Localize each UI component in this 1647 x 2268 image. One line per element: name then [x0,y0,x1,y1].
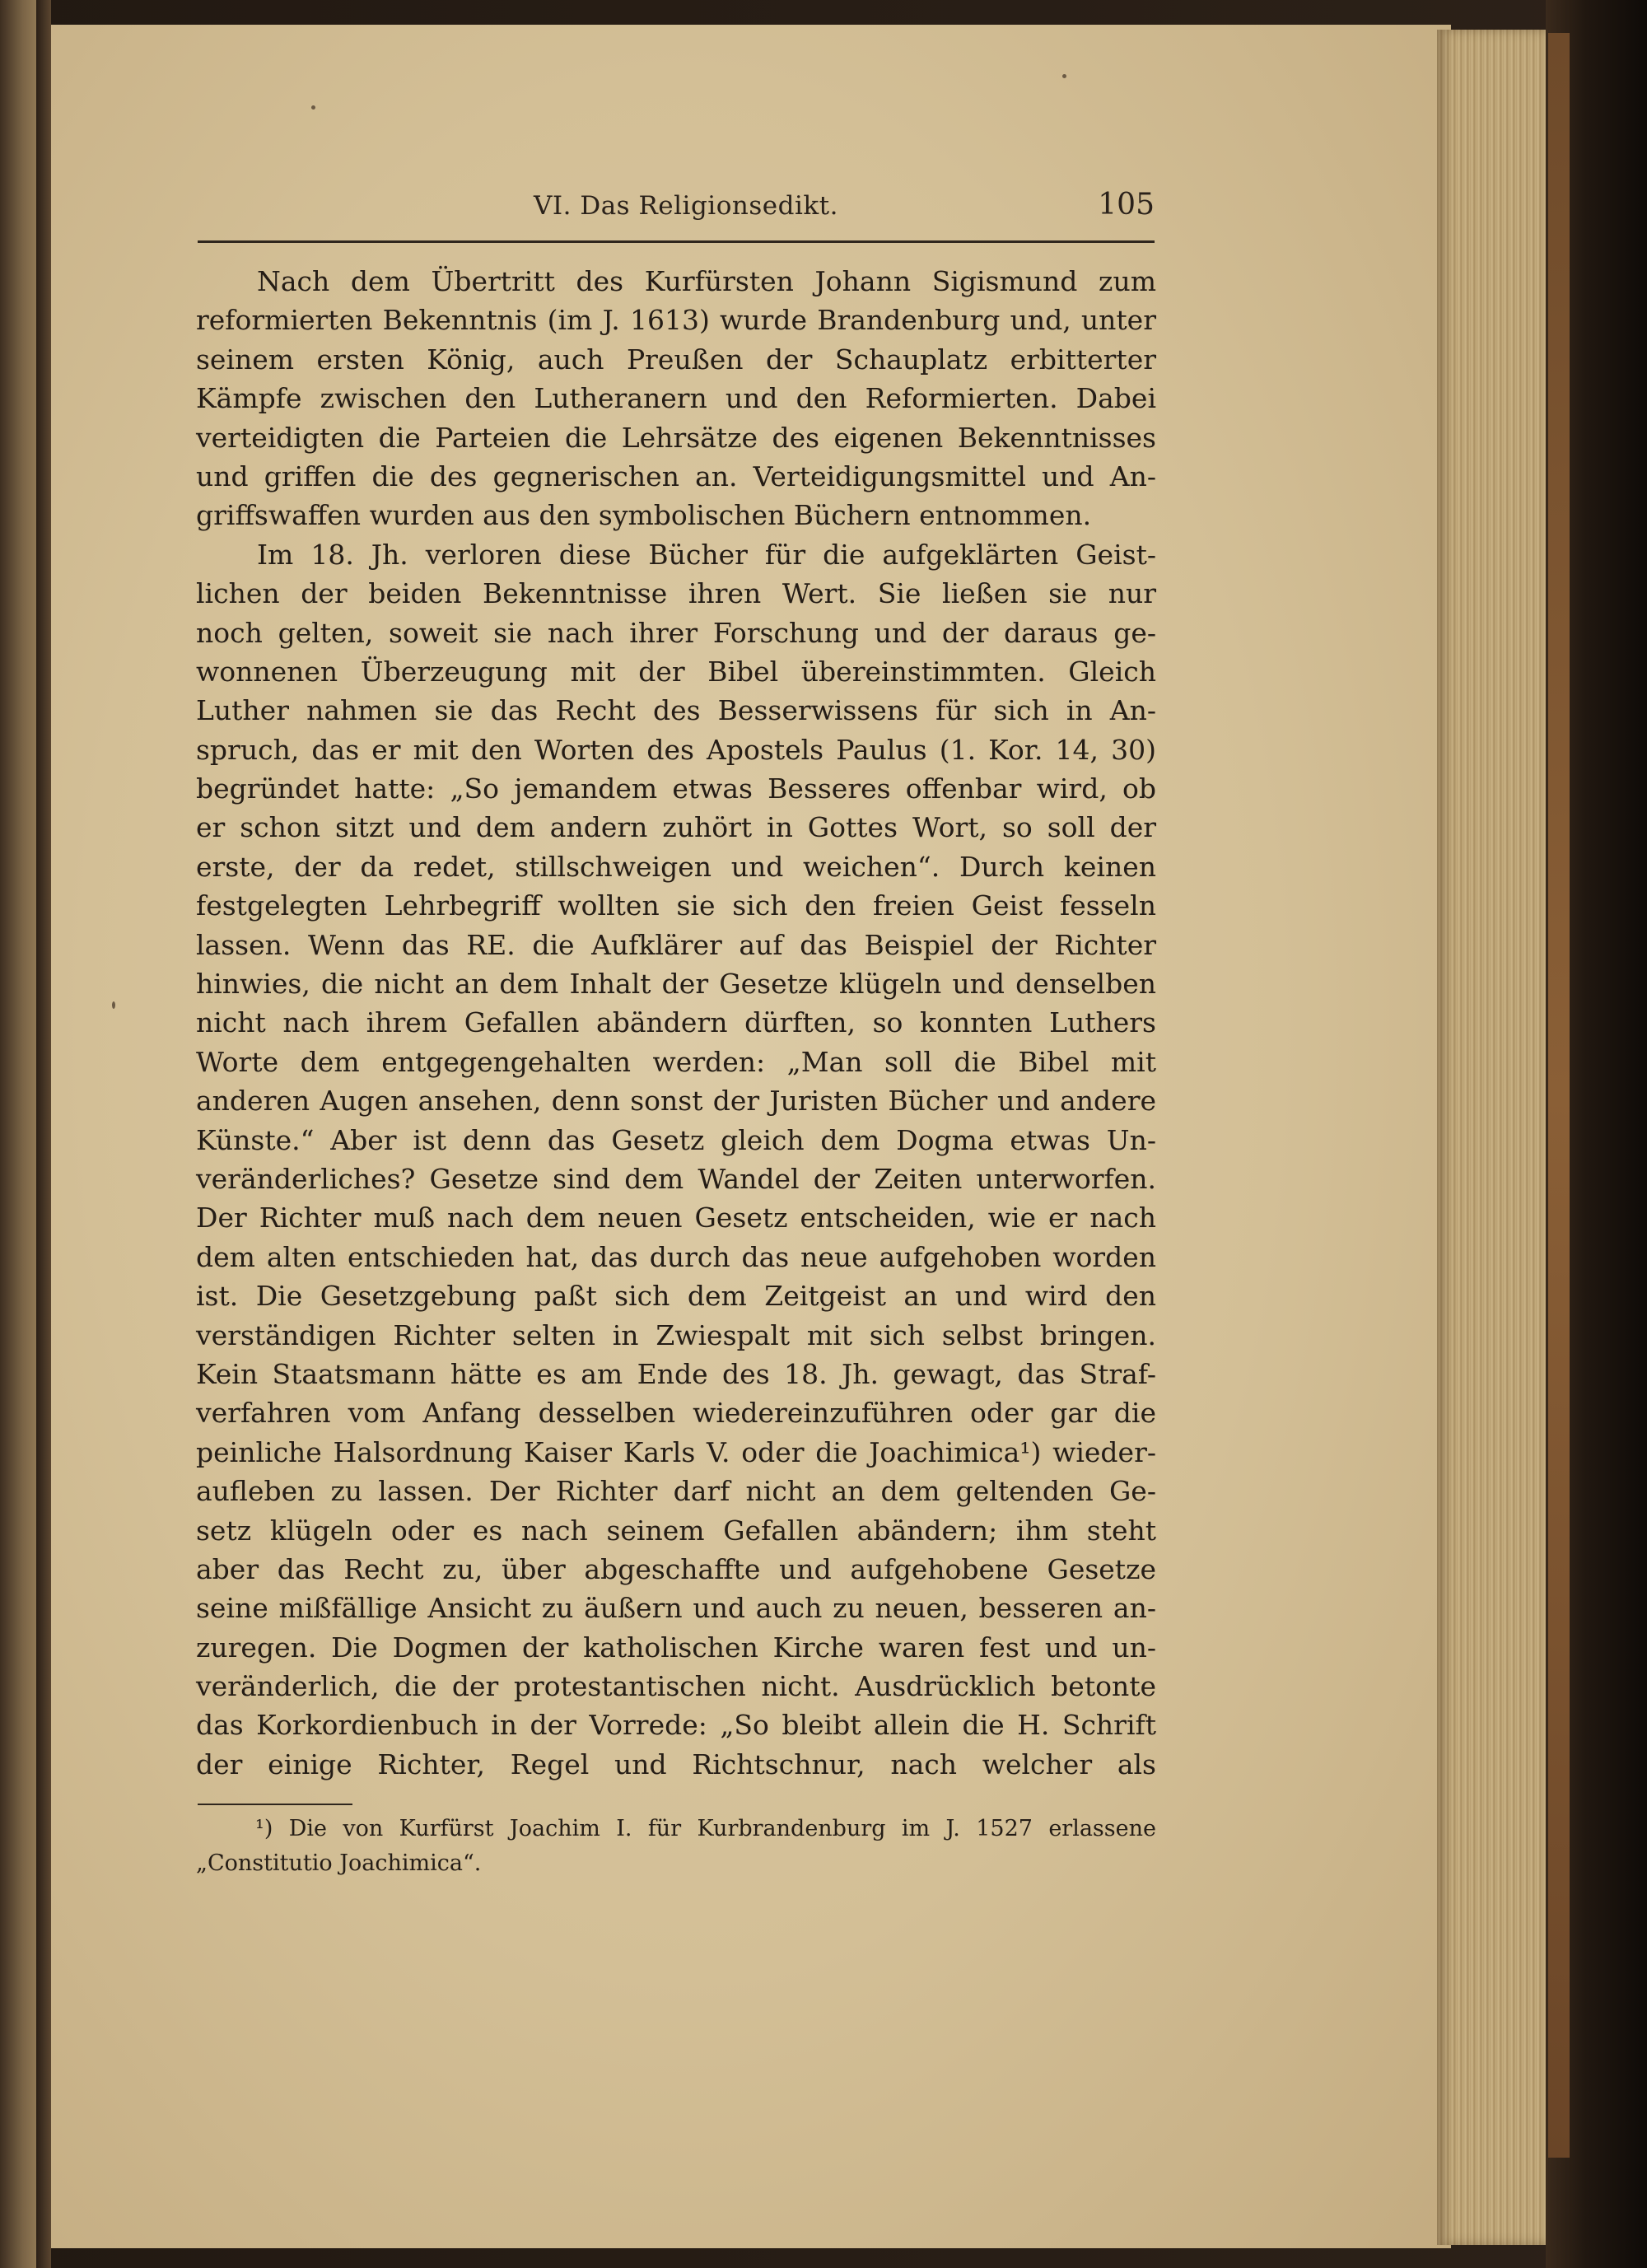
text-line: veränderliches? Gesetze sind dem Wandel der Zeiten unterworfen. [196,1162,1156,1195]
text-line: Im 18. Jh. verloren diese Bücher für die aufgeklärten Geist- [257,538,1156,571]
text-line: verteidigten die Parteien die Lehrsätze des eigenen Bekenntnisses [196,421,1156,454]
text-line: verfahren vom Anfang desselben wiedereinzuführen oder gar die [196,1397,1156,1430]
text-line: wonnenen Überzeugung mit der Bibel übereinstimmten. Gleich [196,655,1156,688]
binding-gutter [36,0,51,2268]
text-line: aber das Recht zu, über abgeschaffte und aufgehobene Gesetze [196,1552,1156,1585]
paper-speck [1062,74,1066,78]
text-line: reformierten Bekenntnis (im J. 1613) wurde Brandenburg und, unter [196,304,1156,337]
page-number: 105 [1098,188,1155,222]
text-line: erste, der da redet, stillschweigen und weichen“. Durch keinen [196,850,1156,883]
paper-speck [112,1001,115,1009]
cover-spine-strip [1548,33,1570,2158]
text-line: ist. Die Gesetzgebung paßt sich dem Zeitgeist an und wird den [196,1280,1156,1313]
text-line: veränderlich, die der protestantischen nicht. Ausdrücklich betonte [196,1670,1156,1703]
body-text [196,262,1156,1784]
text-line: lassen. Wenn das RE. die Aufklärer auf das Beispiel der Richter [196,928,1156,961]
text-line: setz klügeln oder es nach seinem Gefallen abändern; ihm steht [196,1514,1156,1547]
text-line: verständigen Richter selten in Zwiespalt mit sich selbst bringen. [196,1318,1156,1351]
text-line: begründet hatte: „So jemandem etwas Besseres offenbar wird, ob [196,772,1156,805]
page-block-edge [1437,30,1546,2245]
text-line: Kämpfe zwischen den Lutheranern und den Reformierten. Dabei [196,382,1156,415]
text-line: er schon sitzt und dem andern zuhört in Gottes Wort, so soll der [196,811,1156,844]
header-rule [198,240,1155,243]
text-line: hinwies, die nicht an dem Inhalt der Gesetze klügeln und denselben [196,968,1156,1001]
text-line: spruch, das er mit den Worten des Apostels Paulus (1. Kor. 14, 30) [196,733,1156,766]
text-line: Luther nahmen sie das Recht des Besserwissens für sich in An- [196,694,1156,727]
text-line: Worte dem entgegengehalten werden: „Man soll die Bibel mit [196,1045,1156,1078]
text-line: seine mißfällige Ansicht zu äußern und auch zu neuen, besseren an- [196,1592,1156,1625]
footnotes [196,1812,1156,1881]
text-line: Nach dem Übertritt des Kurfürsten Johann Sigismund zum [257,265,1156,297]
text-line: Kein Staatsmann hätte es am Ende des 18. Jh. gewagt, das Straf- [196,1357,1156,1390]
text-line: noch gelten, soweit sie nach ihrer Forschung und der daraus ge- [196,616,1156,649]
footnote-line: ¹) Die von Kurfürst Joachim I. für Kurbrandenburg im J. 1527 erlassene [255,1816,1156,1841]
text-line: festgelegten Lehrbegriff wollten sie sich den freien Geist fesseln [196,889,1156,922]
text-line: Der Richter muß nach dem neuen Gesetz entscheiden, wie er nach [196,1202,1156,1234]
text-line: das Korkordienbuch in der Vorrede: „So bleibt allein die H. Schrift [196,1709,1156,1742]
text-line: nicht nach ihrem Gefallen abändern dürften, so konnten Luthers [196,1006,1156,1039]
text-line: zuregen. Die Dogmen der katholischen Kirche waren fest und un- [196,1631,1156,1664]
text-line: seinem ersten König, auch Preußen der Schauplatz erbitterter [196,343,1156,376]
page-header [198,188,1155,224]
footnote-line: „Constitutio Joachimica“. [196,1850,482,1876]
text-line: peinliche Halsordnung Kaiser Karls V. oder die Joachimica¹) wieder- [196,1435,1156,1468]
running-title: VI. Das Religionsedikt. [534,191,838,221]
text-line: griffswaffen wurden aus den symbolischen Büchern entnommen. [196,499,1092,532]
text-line: dem alten entschieden hat, das durch das neue aufgehoben worden [196,1240,1156,1273]
text-line: lichen der beiden Bekenntnisse ihren Wert. Sie ließen sie nur [196,577,1156,610]
paper-speck [311,105,315,110]
text-line: der einige Richter, Regel und Richtschnur, nach welcher als [196,1748,1156,1780]
footnote-rule [198,1804,352,1805]
text-line: anderen Augen ansehen, denn sonst der Juristen Bücher und andere [196,1085,1156,1118]
text-line: und griffen die des gegnerischen an. Verteidigungsmittel und An- [196,460,1156,492]
text-line: aufleben zu lassen. Der Richter darf nicht an dem geltenden Ge- [196,1475,1156,1508]
text-line: Künste.“ Aber ist denn das Gesetz gleich dem Dogma etwas Un- [196,1123,1156,1156]
